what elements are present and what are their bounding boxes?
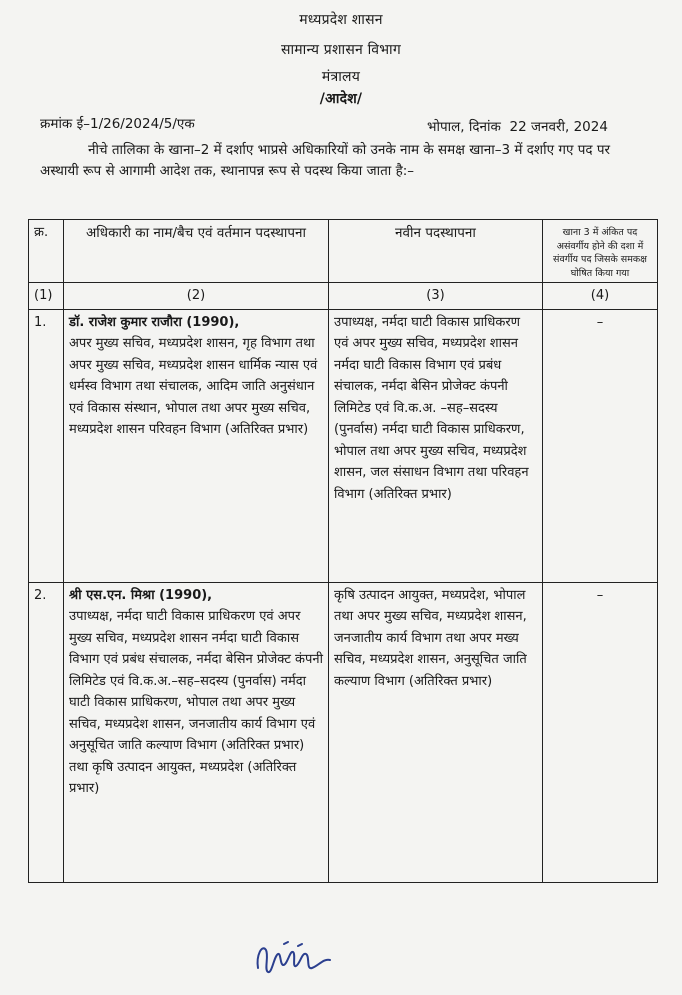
header-department: सामान्य प्रशासन विभाग [281,42,401,58]
header-officer: अधिकारी का नाम/बैच एवं वर्तमान पदस्थापना [64,220,329,283]
column-number-row [29,283,658,310]
column-number: (3) [329,283,543,310]
header-new-posting: नवीन पदस्थापना [329,220,543,283]
serial-number: 1. [29,309,64,582]
table-row [29,582,658,882]
officer-cell [64,309,329,582]
cadre-post: – [543,582,658,882]
signature [250,930,340,989]
table-header-row [29,220,658,283]
order-number: क्रमांक ई–1/26/2024/5/एक [40,116,195,132]
intro-paragraph: नीचे तालिका के खाना–2 में दर्शाए भाप्रसे अधिकारियों को उनके नाम के समक्ष खाना–3 में दर्शाए गए पद पर अस्थायी रूप से आगामी आदेश तक, स्थानापन्न रूप से पदस्थ किया जाता है:– [40,142,611,179]
header-serial: क्र. [29,220,64,283]
header-state-government: मध्यप्रदेश शासन [299,12,383,28]
header-secretariat: मंत्रालय [321,69,361,85]
column-number: (1) [29,283,64,310]
column-number: (2) [64,283,329,310]
new-posting: उपाध्यक्ष, नर्मदा घाटी विकास प्राधिकरण एवं अपर मुख्य सचिव, मध्यप्रदेश शासन नर्मदा घाटी विकास विभाग एवं प्रबंध संचालक, नर्मदा बेसिन प्रोजेक्ट कंपनी लिमिटेड एवं वि.क.अ. –सह–सदस्य (पुनर्वास) नर्मदा घाटी विकास प्राधिकरण, भोपाल तथा अपर मुख्य सचिव, मध्यप्रदेश शासन, जल संसाधन विभाग तथा परिवहन विभाग (अतिरिक्त प्रभार) [329,309,543,582]
table-row [29,309,658,582]
officer-cell [64,582,329,882]
officer-name: डॉ. राजेश कुमार राजौरा (1990), [69,314,240,330]
current-posting: उपाध्यक्ष, नर्मदा घाटी विकास प्राधिकरण एवं अपर मुख्य सचिव, मध्यप्रदेश शासन नर्मदा घाटी विकास विभाग एवं प्रबंध संचालक, नर्मदा बेसिन प्रोजेक्ट कंपनी लिमिटेड एवं वि.क.अ.–सह–सदस्य (पुनर्वास) नर्मदा घाटी विकास प्राधिकरण, भोपाल तथा अपर मुख्य सचिव, मध्यप्रदेश शासन, जनजातीय कार्य विभाग एवं अनुसूचित जाति कल्याण विभाग (अतिरिक्त प्रभार) तथा कृषि उत्पादन आयुक्त, मध्यप्रदेश (अतिरिक्त प्रभार) [69,609,323,796]
column-number: (4) [543,283,658,310]
postings-table [28,219,658,883]
cadre-post: – [543,309,658,582]
current-posting: अपर मुख्य सचिव, मध्यप्रदेश शासन, गृह विभाग तथा अपर मुख्य सचिव, मध्यप्रदेश शासन धार्मिक न्यास एवं धर्मस्व विभाग तथा संचालक, आदिम जाति अनुसंधान एवं विकास संस्थान, भोपाल तथा अपर मुख्य सचिव, मध्यप्रदेश शासन परिवहन विभाग (अतिरिक्त प्रभार) [69,336,318,437]
header-order: /आदेश/ [319,91,363,107]
new-posting: कृषि उत्पादन आयुक्त, मध्यप्रदेश, भोपाल तथा अपर मुख्य सचिव, मध्यप्रदेश शासन, जनजातीय कार्य विभाग तथा अपर मख्य सचिव, मध्यप्रदेश शासन, अनुसूचित जाति कल्याण विभाग (अतिरिक्त प्रभार) [329,582,543,882]
officer-name: श्री एस.एन. मिश्रा (1990), [69,587,213,603]
place-date: भोपाल, दिनांक 22 जनवरी, 2024 [427,119,608,135]
serial-number: 2. [29,582,64,882]
header-cadre-post: खाना 3 में अंकित पद असंवर्गीय होने की दशा में संवर्गीय पद जिसके समकक्ष घोषित किया गया [543,220,658,283]
signature-scribble [250,930,340,985]
